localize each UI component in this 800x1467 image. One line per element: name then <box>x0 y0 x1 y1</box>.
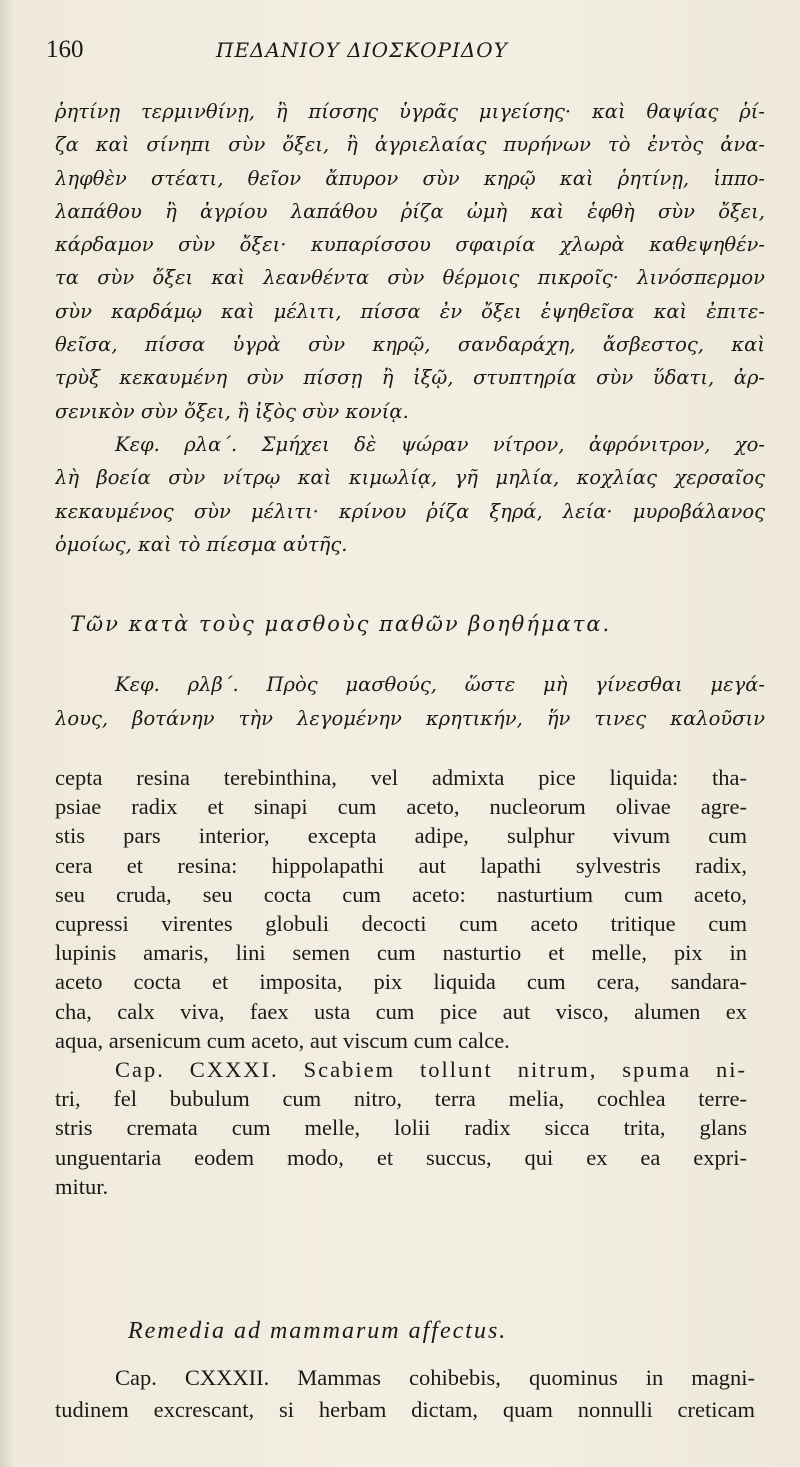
greek-chapter-block <box>55 668 765 736</box>
latin-line: stis pars interior, excepta adipe, sulphur vivum cum <box>55 823 747 849</box>
latin-line: aceto cocta et imposita, pix liquida cum cera, sandara- <box>55 969 747 995</box>
latin-chapter-line: tudinem excrescant, si herbam dictam, quam nonnulli creticam <box>55 1397 755 1422</box>
latin-chapter-line: stris cremata cum melle, lolii radix sicca trita, glans <box>55 1115 747 1141</box>
greek-line: θεῖσα, πίσσα ὑγρὰ σὺν κηρῷ, σανδαράχη, ἄσβεστος, καὶ <box>55 333 765 357</box>
latin-section-heading: Remedia ad mammarum affectus. <box>128 1318 508 1344</box>
greek-chapter-line: ὁμοίως, καὶ τὸ πίεσμα αὐτῆς. <box>55 532 348 556</box>
greek-line: ζα καὶ σίνηπι σὺν ὄξει, ἢ ἀγριελαίας πυρήνων τὸ ἐντὸς ἀνα- <box>55 133 765 157</box>
greek-line: σενικὸν σὺν ὄξει, ἢ ἰξὸς σὺν κονίᾳ. <box>55 399 409 423</box>
greek-chapter-line: Κεφ. ρλβ΄. Πρὸς μασθούς, ὥστε μὴ γίνεσθαι μεγά- <box>115 673 765 696</box>
greek-line: λαπάθου ἢ ἀγρίου λαπάθου ῥίζα ὠμὴ καὶ ἑφθὴ σὺν ὄξει, <box>55 199 765 223</box>
greek-line: τα σὺν ὄξει καὶ λεανθέντα σὺν θέρμοις πικροῖς· λινόσπερμον <box>55 266 765 290</box>
latin-line: cepta resina terebinthina, vel admixta pice liquida: tha- <box>55 765 747 790</box>
latin-line: seu cruda, seu cocta cum aceto: nasturtium cum aceto, <box>55 881 747 907</box>
latin-line: psiae radix et sinapi cum aceto, nucleorum olivae agre- <box>55 794 747 820</box>
greek-chapter-line: Κεφ. ρλα΄. Σμήχει δὲ ψώραν νίτρον, ἀφρόνιτρον, χο- <box>115 432 765 456</box>
latin-chapter-line: mitur. <box>55 1173 109 1199</box>
latin-line: cupressi virentes globuli decocti cum aceto tritique cum <box>55 911 747 937</box>
greek-line: τρὺξ κεκαυμένη σὺν πίσσῃ ἢ ἰξῷ, στυπτηρία σὺν ὕδατι, ἀρ- <box>55 366 765 390</box>
latin-chapter-line: Cap. CXXXI. Scabiem tollunt nitrum, spuma ni- <box>115 1057 747 1083</box>
greek-chapter-line: λους, βοτάνην τὴν λεγομένην κρητικήν, ἥν τινες καλοῦσιν <box>55 707 765 730</box>
latin-chapter-line: tri, fel bubulum cum nitro, terra melia, cochlea terre- <box>55 1086 747 1112</box>
greek-line: σὺν καρδάμῳ καὶ μέλιτι, πίσσα ἐν ὄξει ἑψηθεῖσα καὶ ἐπιτε- <box>55 299 765 323</box>
latin-chapter-line: unguentaria eodem modo, et succus, qui ex ea expri- <box>55 1144 747 1170</box>
greek-text-block <box>55 95 765 561</box>
greek-line: κάρδαμον σὺν ὄξει· κυπαρίσσου σφαιρία χλωρὰ καθεψηθέν- <box>55 233 765 257</box>
latin-line: aqua, arsenicum cum aceto, aut viscum cum calce. <box>55 1027 510 1053</box>
latin-chapter-block <box>55 1362 755 1426</box>
latin-line: cera et resina: hippolapathi aut lapathi sylvestris radix, <box>55 852 747 878</box>
greek-chapter-line: κεκαυμένος σὺν μέλιτι· κρίνου ῥίζα ξηρά, λεία· μυροβάλανος <box>55 499 765 523</box>
greek-line: ληφθὲν στέατι, θεῖον ἄπυρον σὺν κηρῷ καὶ ῥητίνῃ, ἱππο- <box>55 166 765 190</box>
page-header <box>46 36 766 76</box>
latin-chapter-line: Cap. CXXXII. Mammas cohibebis, quominus in magni- <box>115 1365 755 1390</box>
greek-chapter-line: λὴ βοεία σὺν νίτρῳ καὶ κιμωλίᾳ, γῆ μηλία, κοχλίας χερσαῖος <box>55 466 765 490</box>
latin-line: lupinis amaris, lini semen cum nasturtio et melle, pix in <box>55 940 747 966</box>
greek-section-heading: Τῶν κατὰ τοὺς μασθοὺς παθῶν βοηθήματα. <box>70 612 612 636</box>
running-head: ΠΕΔΑΝΙΟΥ ΔΙΟΣΚΟΡΙΔΟΥ <box>216 38 508 62</box>
latin-line: cha, calx viva, faex usta cum pice aut visco, alumen ex <box>55 998 747 1024</box>
page-number: 160 <box>46 36 84 63</box>
greek-line: ῥητίνῃ τερμινθίνῃ, ἢ πίσσης ὑγρᾶς μιγείσης· καὶ θαψίας ῥί- <box>55 100 765 123</box>
latin-text-block <box>55 763 747 1201</box>
